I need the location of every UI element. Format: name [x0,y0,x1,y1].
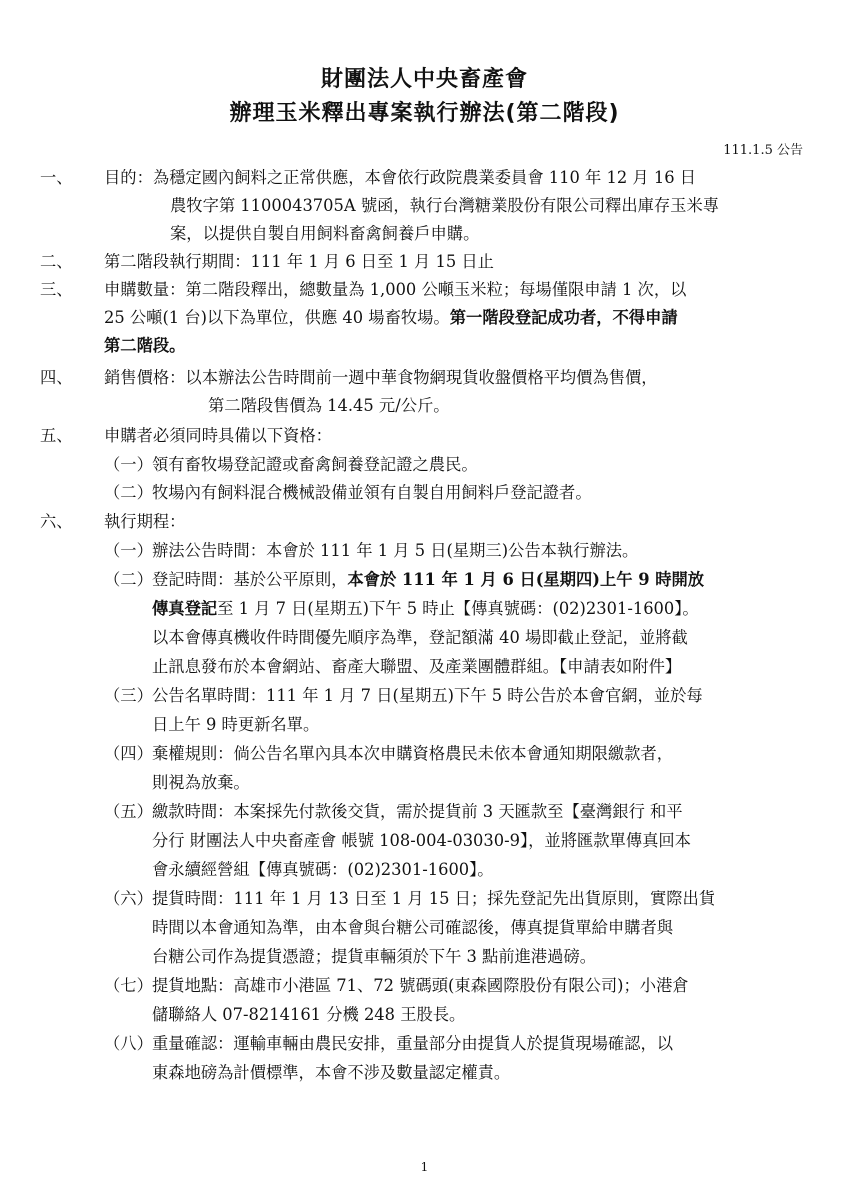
line-text: 申購數量：第二階段釋出，總數量為 1,000 公噸玉米粒；每場僅限申請 1 次，以 [104,280,687,299]
subitem [0,740,849,768]
section-period [0,248,849,276]
subitem [0,537,849,565]
section-number: 二、 [40,252,73,271]
line-text [152,566,704,594]
line [0,653,849,681]
subitem [0,972,849,1000]
line [0,192,849,220]
subitem [0,798,849,826]
line-text: 辦法公告時間：本會於 111 年 1 月 5 日(星期三)公告本執行辦法。 [152,541,639,560]
section-number: 四、 [40,368,73,387]
line-text: 會永續經營組【傳真號碼：(02)2301-1600】。 [152,860,494,879]
line-text: 銷售價格：以本辦法公告時間前一週中華食物網現貨收盤價格平均價為售價， [104,368,658,387]
subitem [0,479,849,507]
line-text: 目的：為穩定國內飼料之正常供應，本會依行政院農業委員會 110 年 12 月 16 日 [104,168,697,187]
line-text: 以本會傳真機收件時間優先順序為準，登記額滿 40 場即截止登記，並將截 [152,628,688,647]
line [0,856,849,884]
subitem-number: （三） [104,686,153,705]
section-number: 三、 [40,280,73,299]
subitem-number: （二） [104,570,153,589]
section-price [0,364,849,392]
line [0,914,849,942]
line [0,332,849,360]
document-subtitle: 辦理玉米釋出專案執行辦法(第二階段) [229,101,620,126]
section-schedule [0,508,849,536]
line-text: 棄權規則：倘公告名單內具本次申購資格農民未依本會通知期限繳款者， [152,744,674,763]
line-text [104,304,678,332]
line [0,1001,849,1029]
subitem [0,1030,849,1058]
line [0,769,849,797]
subitem-number: （五） [104,802,153,821]
line [0,624,849,652]
subitem [0,682,849,710]
section-number: 一、 [40,168,73,187]
section-number: 六、 [40,512,73,531]
line-text: 提貨時間：111 年 1 月 13 日至 1 月 15 日；採先登記先出貨原則，實際出貨 [152,889,716,908]
line-text: 重量確認：運輸車輛由農民安排，重量部分由提貨人於提貨現場確認，以 [152,1034,674,1053]
subitem-number: （四） [104,744,153,763]
line [0,595,849,623]
line-text: 公告名單時間：111 年 1 月 7 日(星期五)下午 5 時公告於本會官網，並於每 [152,686,703,705]
subitem-number: （八） [104,1034,153,1053]
line-text: 農牧字第 1100043705A 號函，執行台灣糖業股份有限公司釋出庫存玉米專 [170,196,720,215]
line-text: 分行 財團法人中央畜產會 帳號 108-004-03030-9】，並將匯款單傳真回本 [152,831,691,850]
subitem [0,451,849,479]
line [0,304,849,332]
line-text: 執行期程： [104,512,186,531]
line-text: 案，以提供自製自用飼料畜禽飼養戶申購。 [170,224,480,243]
section-purpose [0,164,849,192]
line-text: 東森地磅為計價標準，本會不涉及數量認定權責。 [152,1063,511,1082]
line-text: 止訊息發布於本會網站、畜產大聯盟、及產業團體群組。【申請表如附件】 [152,657,682,676]
line-text: 領有畜牧場登記證或畜禽飼養登記證之農民。 [152,455,478,474]
line-text-bold: 本會於 111 年 1 月 6 日(星期四)上午 9 時開放 [347,570,705,589]
announcement-date: 111.1.5 公告 [723,143,803,158]
page-number: 1 [420,1160,429,1174]
subitem [0,885,849,913]
line-text: 申購者必須同時具備以下資格： [104,426,332,445]
line-text: 牧場內有飼料混合機械設備並領有自製自用飼料戶登記證者。 [152,483,592,502]
line [0,220,849,248]
subitem [0,566,849,594]
subitem-number: （六） [104,889,153,908]
subitem-number: （一） [104,455,153,474]
section-qualification [0,422,849,450]
subitem-number: （二） [104,483,153,502]
subitem-number: （一） [104,541,153,560]
line-text: 第二階段售價為 14.45 元/公斤。 [208,396,450,415]
document-title: 財團法人中央畜產會 [320,67,528,92]
line-text: 日上午 9 時更新名單。 [152,715,320,734]
line-text-normal: 至 1 月 7 日(星期五)下午 5 時止【傳真號碼：(02)2301-1600】。 [217,599,699,618]
line [0,1059,849,1087]
section-number: 五、 [40,426,73,445]
line-text: 儲聯絡人 07-8214161 分機 248 王股長。 [152,1005,466,1024]
line-text: 提貨地點：高雄市小港區 71、72 號碼頭(東森國際股份有限公司)；小港倉 [152,976,689,995]
line [0,827,849,855]
line-text: 台糖公司作為提貨憑證；提貨車輛須於下午 3 點前進港過磅。 [152,947,597,966]
line-text-normal: 登記時間：基於公平原則， [152,570,348,589]
line [0,392,849,420]
subitem-number: （七） [104,976,153,995]
line-text-bold: 第二階段。 [104,336,186,355]
line-text-bold: 傳真登記 [152,599,218,618]
line-text: 第二階段執行期間：111 年 1 月 6 日至 1 月 15 日止 [104,252,494,271]
line-text: 則視為放棄。 [152,773,250,792]
line [0,711,849,739]
line-text-bold: 第一階段登記成功者，不得申請 [449,308,678,327]
section-quantity [0,276,849,304]
line-text: 繳款時間：本案採先付款後交貨，需於提貨前 3 天匯款至【臺灣銀行 和平 [152,802,683,821]
line-text-normal: 25 公噸(1 台)以下為單位，供應 40 場畜牧場。 [104,308,450,327]
line-text [152,595,699,623]
line-text: 時間以本會通知為準，由本會與台糖公司確認後，傳真提貨單給申購者與 [152,918,674,937]
line [0,943,849,971]
